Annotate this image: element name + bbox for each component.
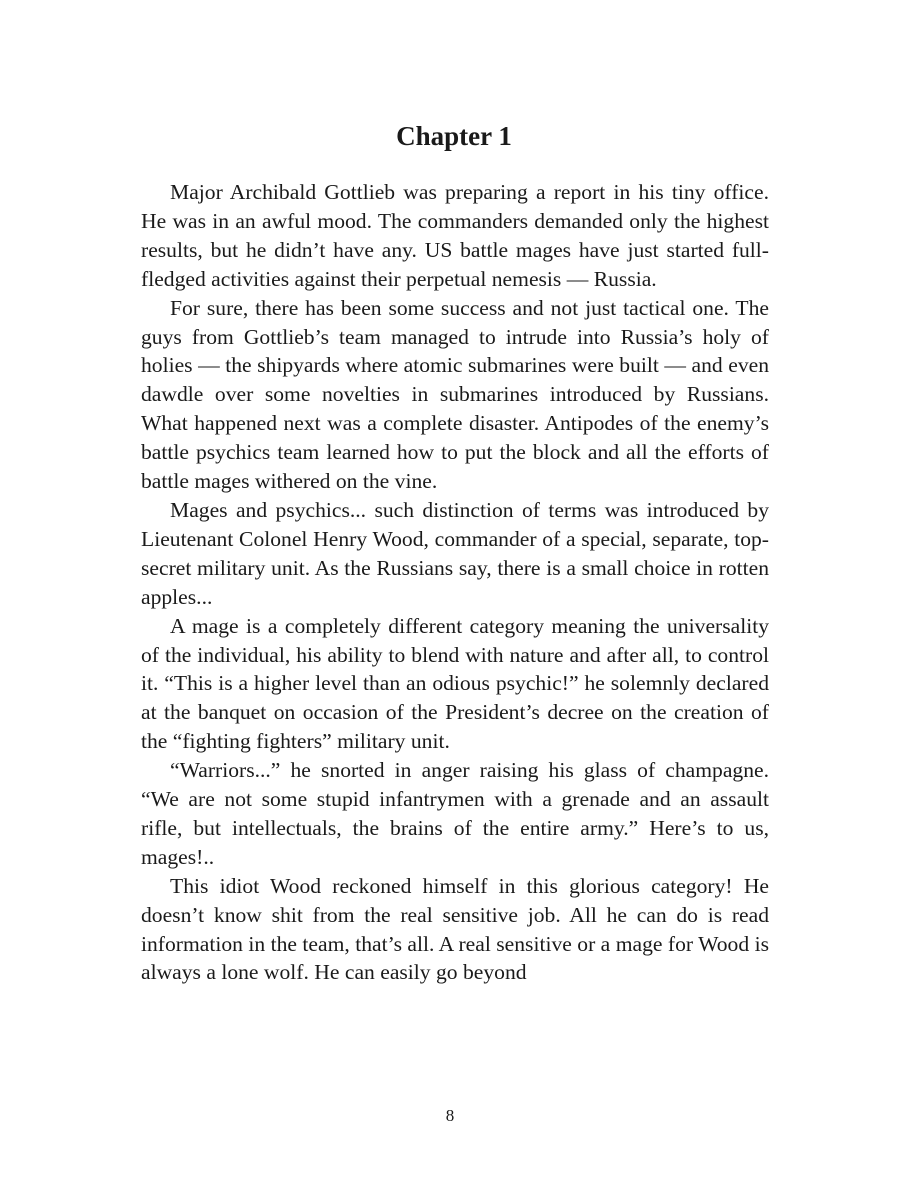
chapter-title: Chapter 1 [396, 121, 512, 151]
paragraph: A mage is a completely different category meaning the universality of the individual, his ability to blend with nature and after all, to control it. “This is a higher level than an odious psychic!” he solemnly declared at the banquet on occasion of the President’s decree on the creation of the “fighting fighters” military unit. [141, 613, 769, 754]
paragraph: Major Archibald Gottlieb was preparing a report in his tiny office. He was in an awful mood. The commanders demanded only the highest results, but he didn’t have any. US battle mages have just started full-fledged activities against their perpetual nemesis — Russia. [141, 180, 769, 291]
paragraph: “Warriors...” he snorted in anger raising his glass of champagne. “We are not some stupid infantrymen with a grenade and an assault rifle, but intellectuals, the brains of the entire army.” Here’s to us, mages!.. [141, 758, 769, 869]
paragraph: This idiot Wood reckoned himself in this glorious category! He doesn’t know shit from the real sensitive job. All he can do is read information in the team, that’s all. A real sensitive or a mage for Wood is always a lone wolf. He can easily go beyond [141, 873, 769, 985]
paragraph: Mages and psychics... such distinction of terms was introduced by Lieutenant Colonel Henry Wood, commander of a special, separate, top-secret military unit. As the Russians say, there is a small choice in rotten apples... [141, 497, 769, 609]
chapter-body [141, 178, 769, 987]
page-number: 8 [445, 1106, 455, 1125]
paragraph: For sure, there has been some success and not just tactical one. The guys from Gottlieb’s team managed to intrude into Russia’s holy of holies — the shipyards where atomic submarines were built — and even dawdle over some novelties in submarines introduced by Russians. What happened next was a complete disaster. Antipodes of the enemy’s battle psychics team learned how to put the block and all the efforts of battle mages withered on the vine. [141, 295, 769, 494]
